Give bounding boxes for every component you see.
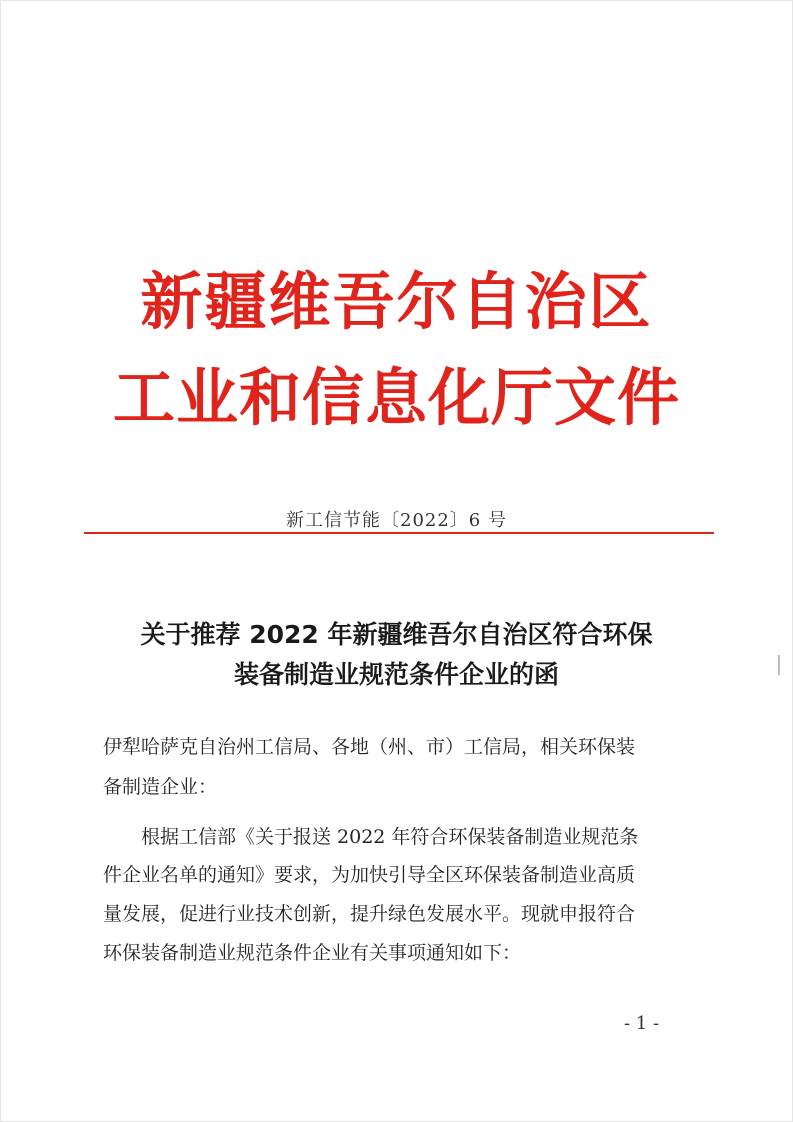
page-number: - 1 - [624,1013,660,1034]
red-divider-line [84,532,714,534]
body-paragraph-line: 环保装备制造业规范条件企业有关事项通知如下： [103,942,522,964]
body-paragraph-line: 件企业名单的通知》要求，为加快引导全区环保装备制造业高质 [103,864,636,886]
scan-edge-mark [778,655,780,675]
document-number: 新工信节能〔2022〕6 号 [286,510,507,531]
body-paragraph-line: 量发展，促进行业技术创新，提升绿色发展水平。现就申报符合 [103,903,636,925]
subject-title-line1: 关于推荐 2022 年新疆维吾尔自治区符合环保 [140,620,653,649]
body-line-addressees-cont: 备制造企业： [103,776,218,798]
subject-title-line2: 装备制造业规范条件企业的函 [233,660,559,689]
body-paragraph-line: 根据工信部《关于报送 2022 年符合环保装备制造业规范条 [103,826,639,848]
issuer-title-line1: 新疆维吾尔自治区 [140,265,653,338]
body-line-addressees: 伊犁哈萨克自治州工信局、各地（州、市）工信局，相关环保装 [103,736,636,758]
issuer-title-line2: 工业和信息化厅文件 [112,361,680,434]
